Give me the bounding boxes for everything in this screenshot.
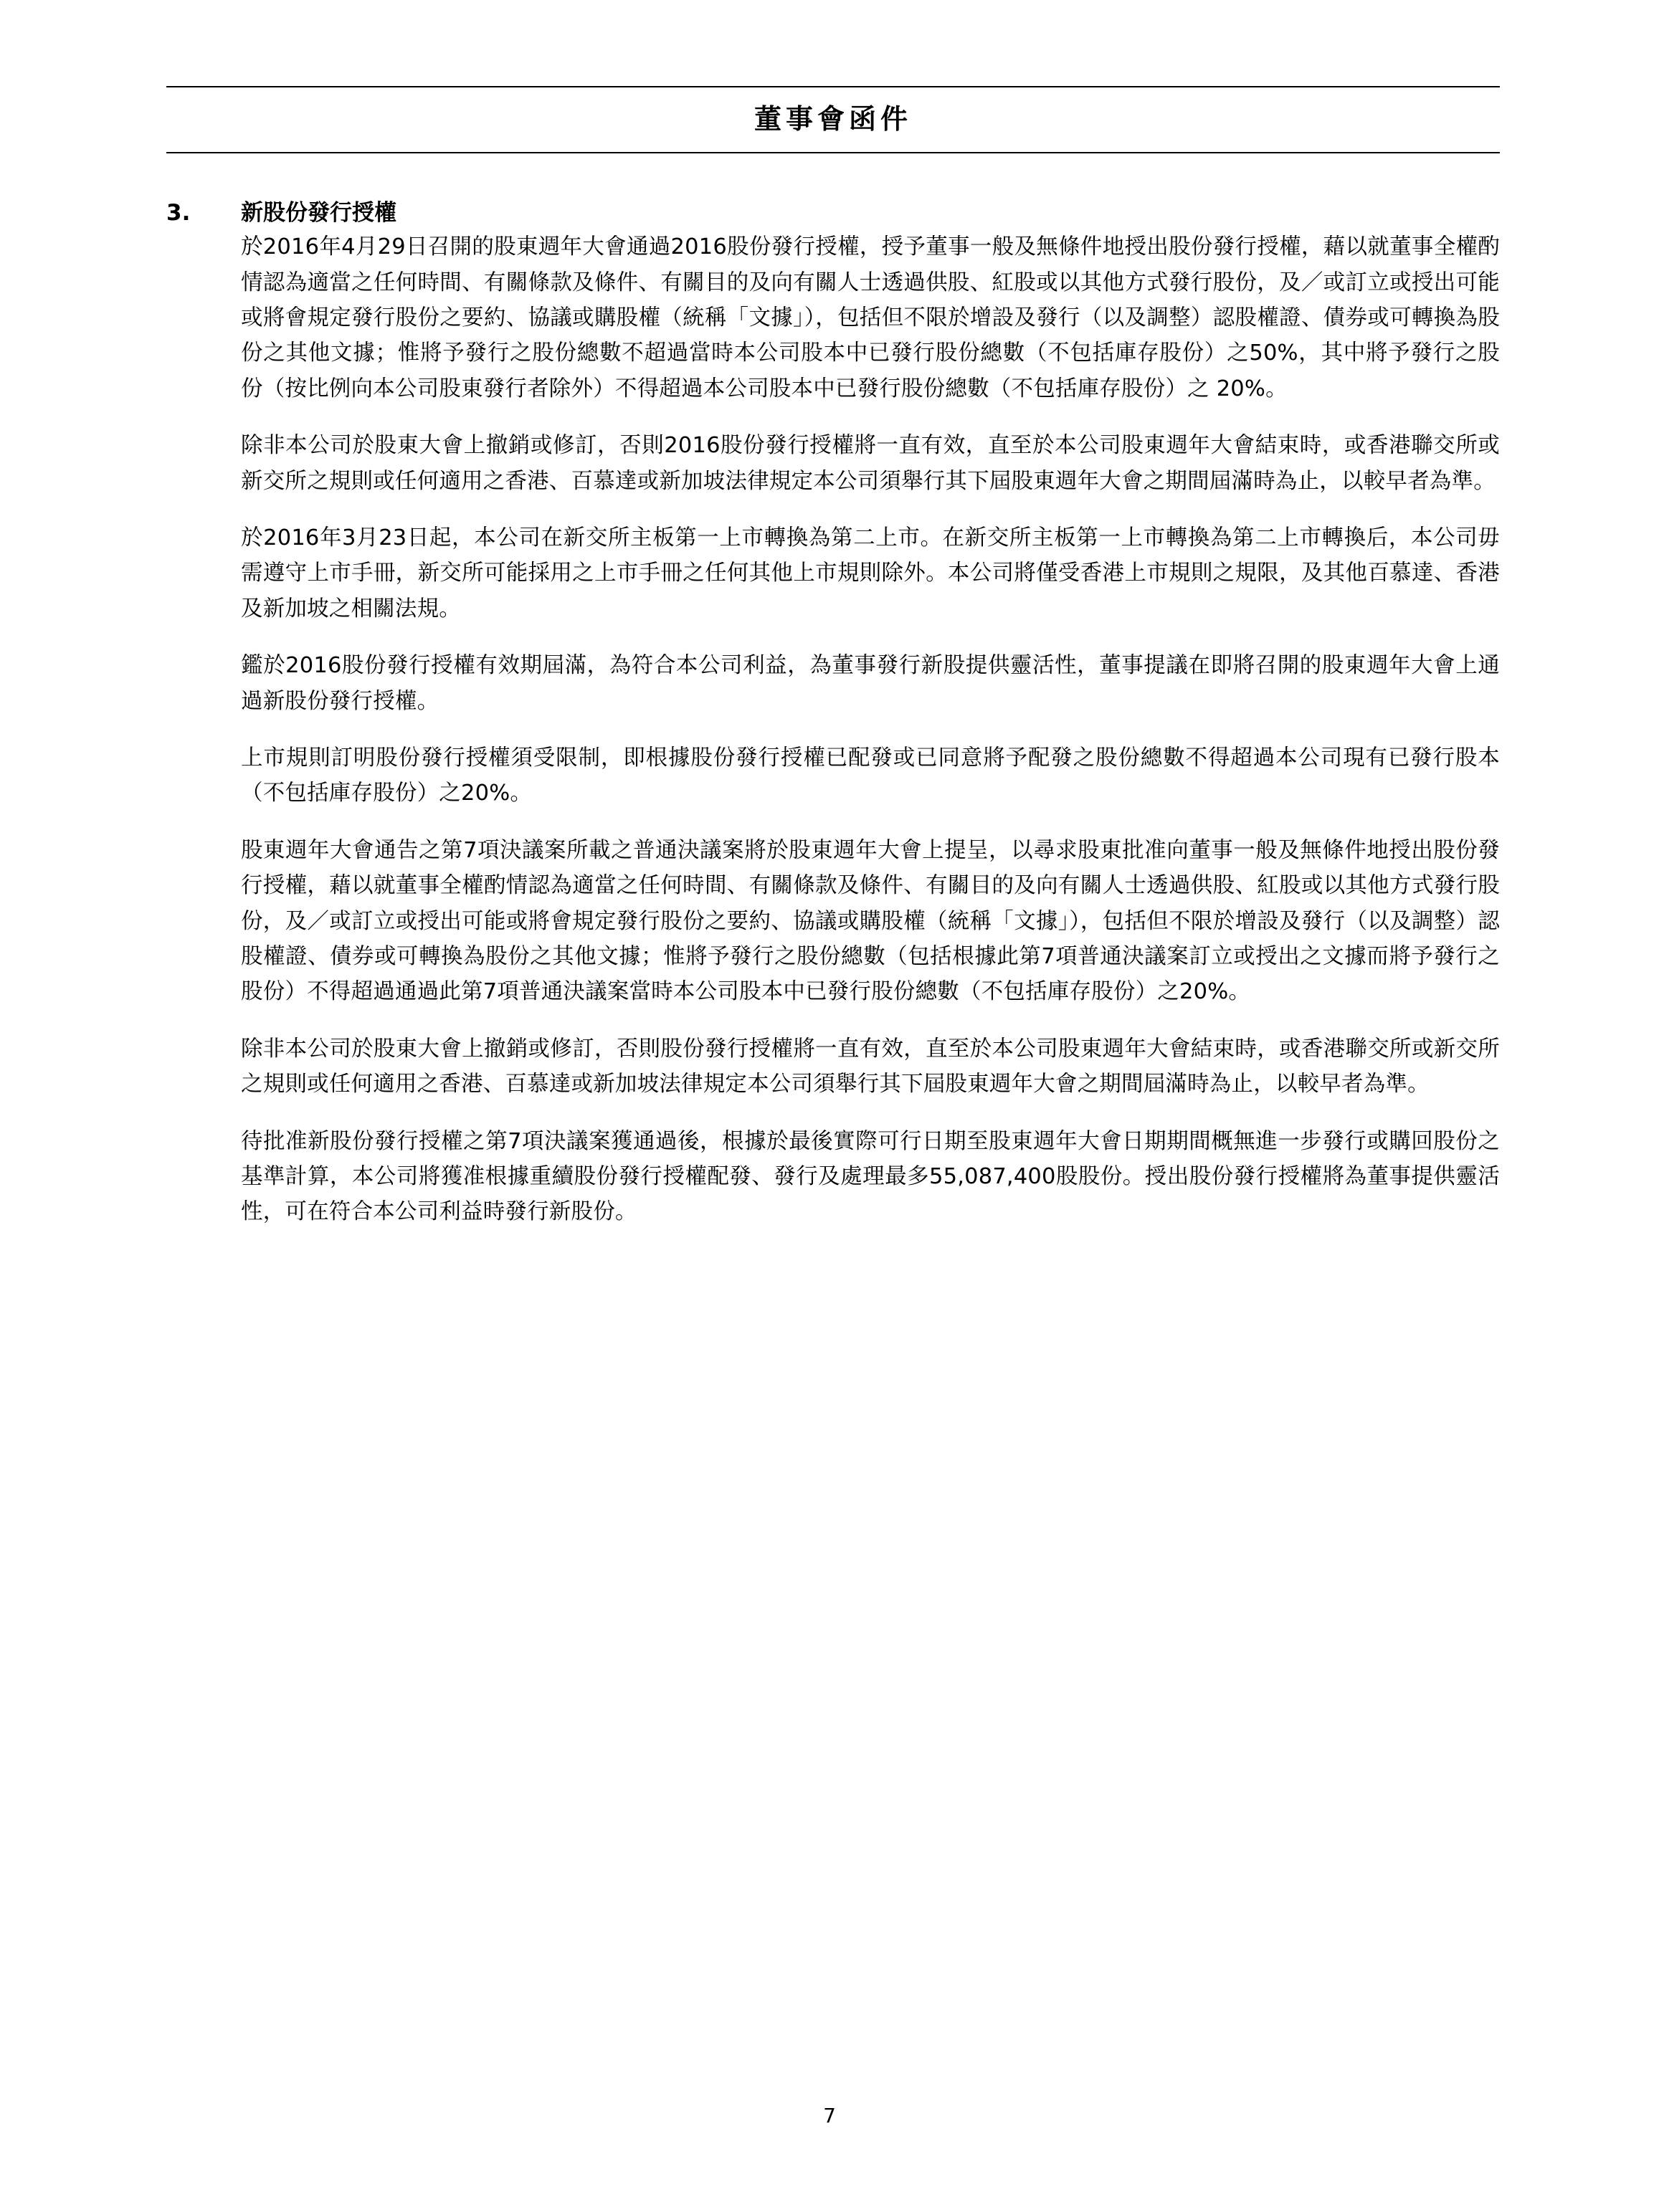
section-title: 新股份發行授權	[241, 199, 396, 226]
section-number: 3.	[166, 199, 191, 226]
section-body	[241, 229, 1500, 1230]
paragraph: 除非本公司於股東大會上撤銷或修訂，否則股份發行授權將一直有效，直至於本公司股東週年大會結束時，或香港聯交所或新交所之規則或任何適用之香港、百慕達或新加坡法律規定本公司須舉行其下屆股東週年大會之期間屆滿時為止，以較早者為準。	[241, 1036, 1500, 1097]
paragraph: 上市規則訂明股份發行授權須受限制，即根據股份發行授權已配發或已同意將予配發之股份總數不得超過本公司現有已發行股本（不包括庫存股份）之20%。	[241, 745, 1500, 806]
page-number: 7	[823, 2104, 836, 2127]
paragraph: 於2016年3月23日起，本公司在新交所主板第一上市轉換為第二上市。在新交所主板第一上市轉換為第二上市轉換后，本公司毋需遵守上市手冊，新交所可能採用之上市手冊之任何其他上市規則除外。本公司將僅受香港上市規則之規限，及其他百慕達、香港及新加坡之相關法規。	[241, 525, 1500, 621]
paragraph: 於2016年4月29日召開的股東週年大會通過2016股份發行授權，授予董事一般及無條件地授出股份發行授權，藉以就董事全權酌情認為適當之任何時間、有關條款及條件、有關目的及向有關人士透過供股、紅股或以其他方式發行股份，及／或訂立或授出可能或將會規定發行股份之要約、協議或購股權（統稱「文據」），包括但不限於增設及發行（以及調整）認股權證、債券或可轉換為股份之其他文據；惟將予發行之股份總數不超過當時本公司股本中已發行股份總數（不包括庫存股份）之50%，其中將予發行之股份（按比例向本公司股東發行者除外）不得超過本公司股本中已發行股份總數（不包括庫存股份）之 20%。	[241, 234, 1500, 401]
page-content	[166, 86, 1500, 1230]
paragraph: 股東週年大會通告之第7項決議案所載之普通決議案將於股東週年大會上提呈，以尋求股東批准向董事一般及無條件地授出股份發行授權，藉以就董事全權酌情認為適當之任何時間、有關條款及條件、有關目的及向有關人士透過供股、紅股或以其他方式發行股份，及／或訂立或授出可能或將會規定發行股份之要約、協議或購股權（統稱「文據」），包括但不限於增設及發行（以及調整）認股權證、債券或可轉換為股份之其他文據；惟將予發行之股份總數（包括根據此第7項普通決議案訂立或授出之文據而將予發行之股份）不得超過通過此第7項普通決議案當時本公司股本中已發行股份總數（不包括庫存股份）之20%。	[241, 837, 1500, 1005]
paragraph: 除非本公司於股東大會上撤銷或修訂，否則2016股份發行授權將一直有效，直至於本公司股東週年大會結束時，或香港聯交所或新交所之規則或任何適用之香港、百慕達或新加坡法律規定本公司須舉行其下屆股東週年大會之期間屆滿時為止，以較早者為準。	[241, 433, 1500, 494]
header-title: 董事會函件	[754, 103, 912, 135]
paragraph: 鑑於2016股份發行授權有效期屆滿，為符合本公司利益，為董事發行新股提供靈活性，董事提議在即將召開的股東週年大會上通過新股份發行授權。	[241, 653, 1500, 714]
paragraph: 待批准新股份發行授權之第7項決議案獲通過後，根據於最後實際可行日期至股東週年大會日期期間概無進一步發行或購回股份之基準計算，本公司將獲准根據重續股份發行授權配發、發行及處理最多55,087,400股股份。授出股份發行授權將為董事提供靈活性，可在符合本公司利益時發行新股份。	[241, 1128, 1500, 1225]
section-heading	[166, 196, 1500, 230]
running-header	[166, 86, 1500, 153]
header-rule-bottom	[166, 152, 1500, 153]
